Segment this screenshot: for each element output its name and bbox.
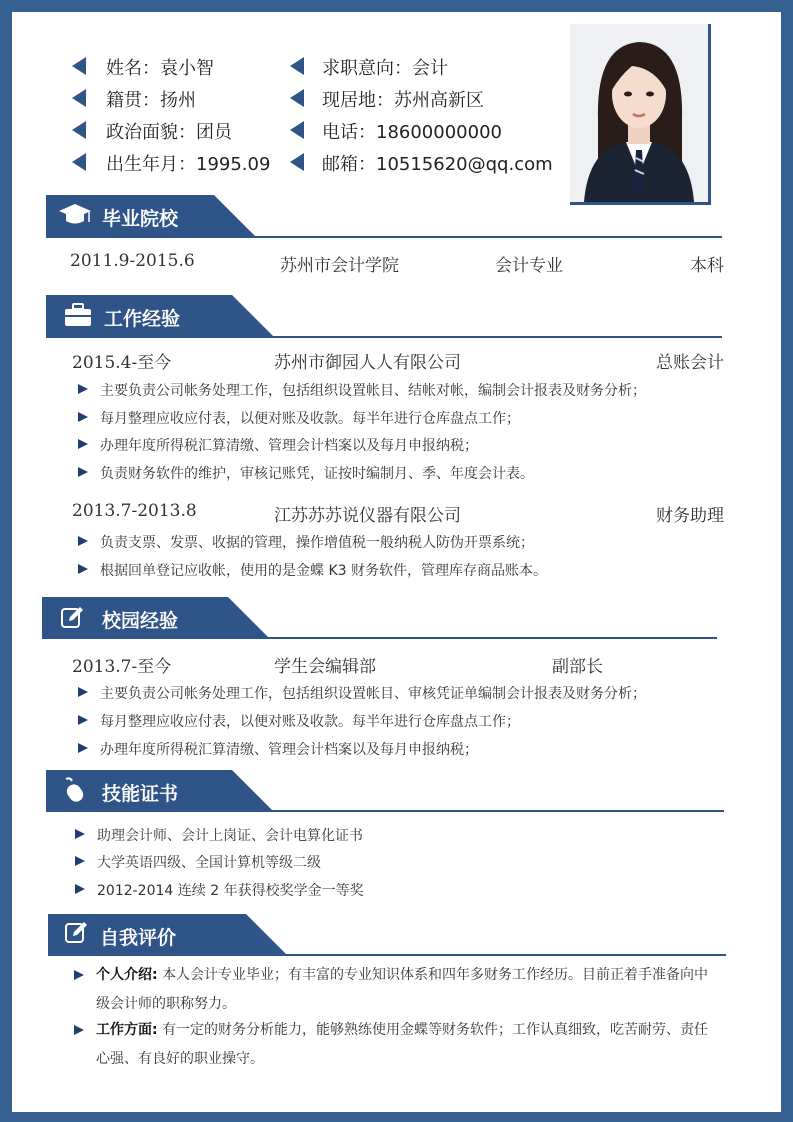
intention-field: 求职意向：会计 <box>322 58 448 79</box>
list-item: 负责财务软件的维护，审核记账凭，证按时编制月、季、年度会计表。 <box>100 463 534 483</box>
bullet-triangle-icon <box>78 412 88 422</box>
bullet-arrow-icon <box>72 57 86 75</box>
education-degree: 本科 <box>690 256 724 276</box>
bullet-arrow-icon <box>290 57 304 75</box>
section-title: 工作经验 <box>104 308 181 330</box>
bullet-triangle-icon <box>78 536 88 546</box>
list-item: 根据回单登记应收帐，使用的是金蝶 K3 财务软件，管理库存商品账本。 <box>100 560 547 580</box>
section-header-education <box>46 195 256 237</box>
residence-field: 现居地：苏州高新区 <box>322 90 484 111</box>
list-item: 助理会计师、会计上岗证、会计电算化证书 <box>97 825 363 845</box>
list-item: 每月整理应收应付表，以便对账及收款。每半年进行仓库盘点工作； <box>100 408 520 428</box>
section-header-campus <box>42 597 270 639</box>
education-school: 苏州市会计学院 <box>280 256 399 276</box>
political-field: 政治面貌：团员 <box>106 122 232 143</box>
email-field: 邮箱：10515620@qq.com <box>322 154 553 175</box>
bullet-triangle-icon <box>78 743 88 753</box>
name-field: 姓名：袁小智 <box>106 58 214 79</box>
bullet-arrow-icon <box>72 121 86 139</box>
section-header-skills <box>46 770 274 812</box>
education-period: 2011.9-2015.6 <box>70 251 195 271</box>
bullet-triangle-icon <box>78 439 88 449</box>
bullet-arrow-icon <box>72 153 86 171</box>
list-item: 每月整理应收应付表，以便对账及收款。每半年进行仓库盘点工作； <box>100 711 520 731</box>
work-company: 江苏苏苏说仪器有限公司 <box>274 506 461 526</box>
list-item: 办理年度所得税汇算清缴、管理会计档案以及每月申报纳税； <box>100 739 478 759</box>
section-divider <box>48 954 726 956</box>
bullet-triangle-icon <box>78 564 88 574</box>
bullet-triangle-icon <box>75 829 85 839</box>
edit-icon <box>60 605 84 629</box>
bullet-arrow-icon <box>290 121 304 139</box>
graduation-cap-icon <box>58 201 92 229</box>
section-title: 技能证书 <box>102 783 179 805</box>
work-position: 总账会计 <box>656 353 724 373</box>
section-title: 自我评价 <box>100 927 177 949</box>
work-period: 2013.7-2013.8 <box>72 501 197 521</box>
mouse-pointer-icon <box>62 776 90 804</box>
section-title: 校园经验 <box>102 610 179 632</box>
bullet-triangle-icon <box>78 384 88 394</box>
bullet-arrow-icon <box>72 89 86 107</box>
list-item: 办理年度所得税汇算清缴、管理会计档案以及每月申报纳税； <box>100 435 478 455</box>
phone-field: 电话：18600000000 <box>322 122 502 143</box>
campus-org: 学生会编辑部 <box>274 657 376 677</box>
birth-field: 出生年月：1995.09 <box>106 154 271 175</box>
section-header-work <box>46 295 274 337</box>
bullet-triangle-icon <box>74 970 84 980</box>
list-item: 2012-2014 连续 2 年获得校奖学金一等奖 <box>97 880 364 900</box>
section-title: 毕业院校 <box>102 208 179 230</box>
section-divider <box>46 236 722 238</box>
self-work: 工作方面: 有一定的财务分析能力，能够熟练使用金蝶等财务软件；工作认真细致，吃苦耐劳、责任心强、有良好的职业操守。 <box>96 1016 716 1074</box>
section-divider <box>46 810 724 812</box>
list-item: 负责支票、发票、收据的管理，操作增值税一般纳税人防伪开票系统； <box>100 532 534 552</box>
education-major: 会计专业 <box>495 256 563 276</box>
bullet-arrow-icon <box>290 89 304 107</box>
section-divider <box>42 637 717 639</box>
bullet-triangle-icon <box>78 687 88 697</box>
work-period: 2015.4-至今 <box>72 353 172 373</box>
campus-role: 副部长 <box>552 657 603 677</box>
section-divider <box>46 336 722 338</box>
self-intro: 个人介绍: 本人会计专业毕业；有丰富的专业知识体系和四年多财务工作经历。目前正着手准备向中级会计师的职称努力。 <box>96 961 716 1019</box>
profile-photo <box>570 24 711 205</box>
list-item: 大学英语四级、全国计算机等级二级 <box>97 852 321 872</box>
bullet-triangle-icon <box>75 856 85 866</box>
section-header-self <box>48 914 288 956</box>
campus-period: 2013.7-至今 <box>72 657 172 677</box>
list-item: 主要负责公司帐务处理工作，包括组织设置帐目、审核凭证单编制会计报表及财务分析； <box>100 683 646 703</box>
bullet-triangle-icon <box>78 715 88 725</box>
work-company: 苏州市御园人人有限公司 <box>274 353 461 373</box>
bullet-arrow-icon <box>290 153 304 171</box>
bullet-triangle-icon <box>74 1025 84 1035</box>
portrait-image <box>570 24 708 202</box>
bullet-triangle-icon <box>75 884 85 894</box>
briefcase-icon <box>64 303 92 327</box>
hometown-field: 籍贯：扬州 <box>106 90 196 111</box>
list-item: 主要负责公司帐务处理工作，包括组织设置帐目、结帐对帐，编制会计报表及财务分析； <box>100 380 646 400</box>
work-position: 财务助理 <box>656 506 724 526</box>
bullet-triangle-icon <box>78 467 88 477</box>
edit-icon <box>64 920 88 944</box>
